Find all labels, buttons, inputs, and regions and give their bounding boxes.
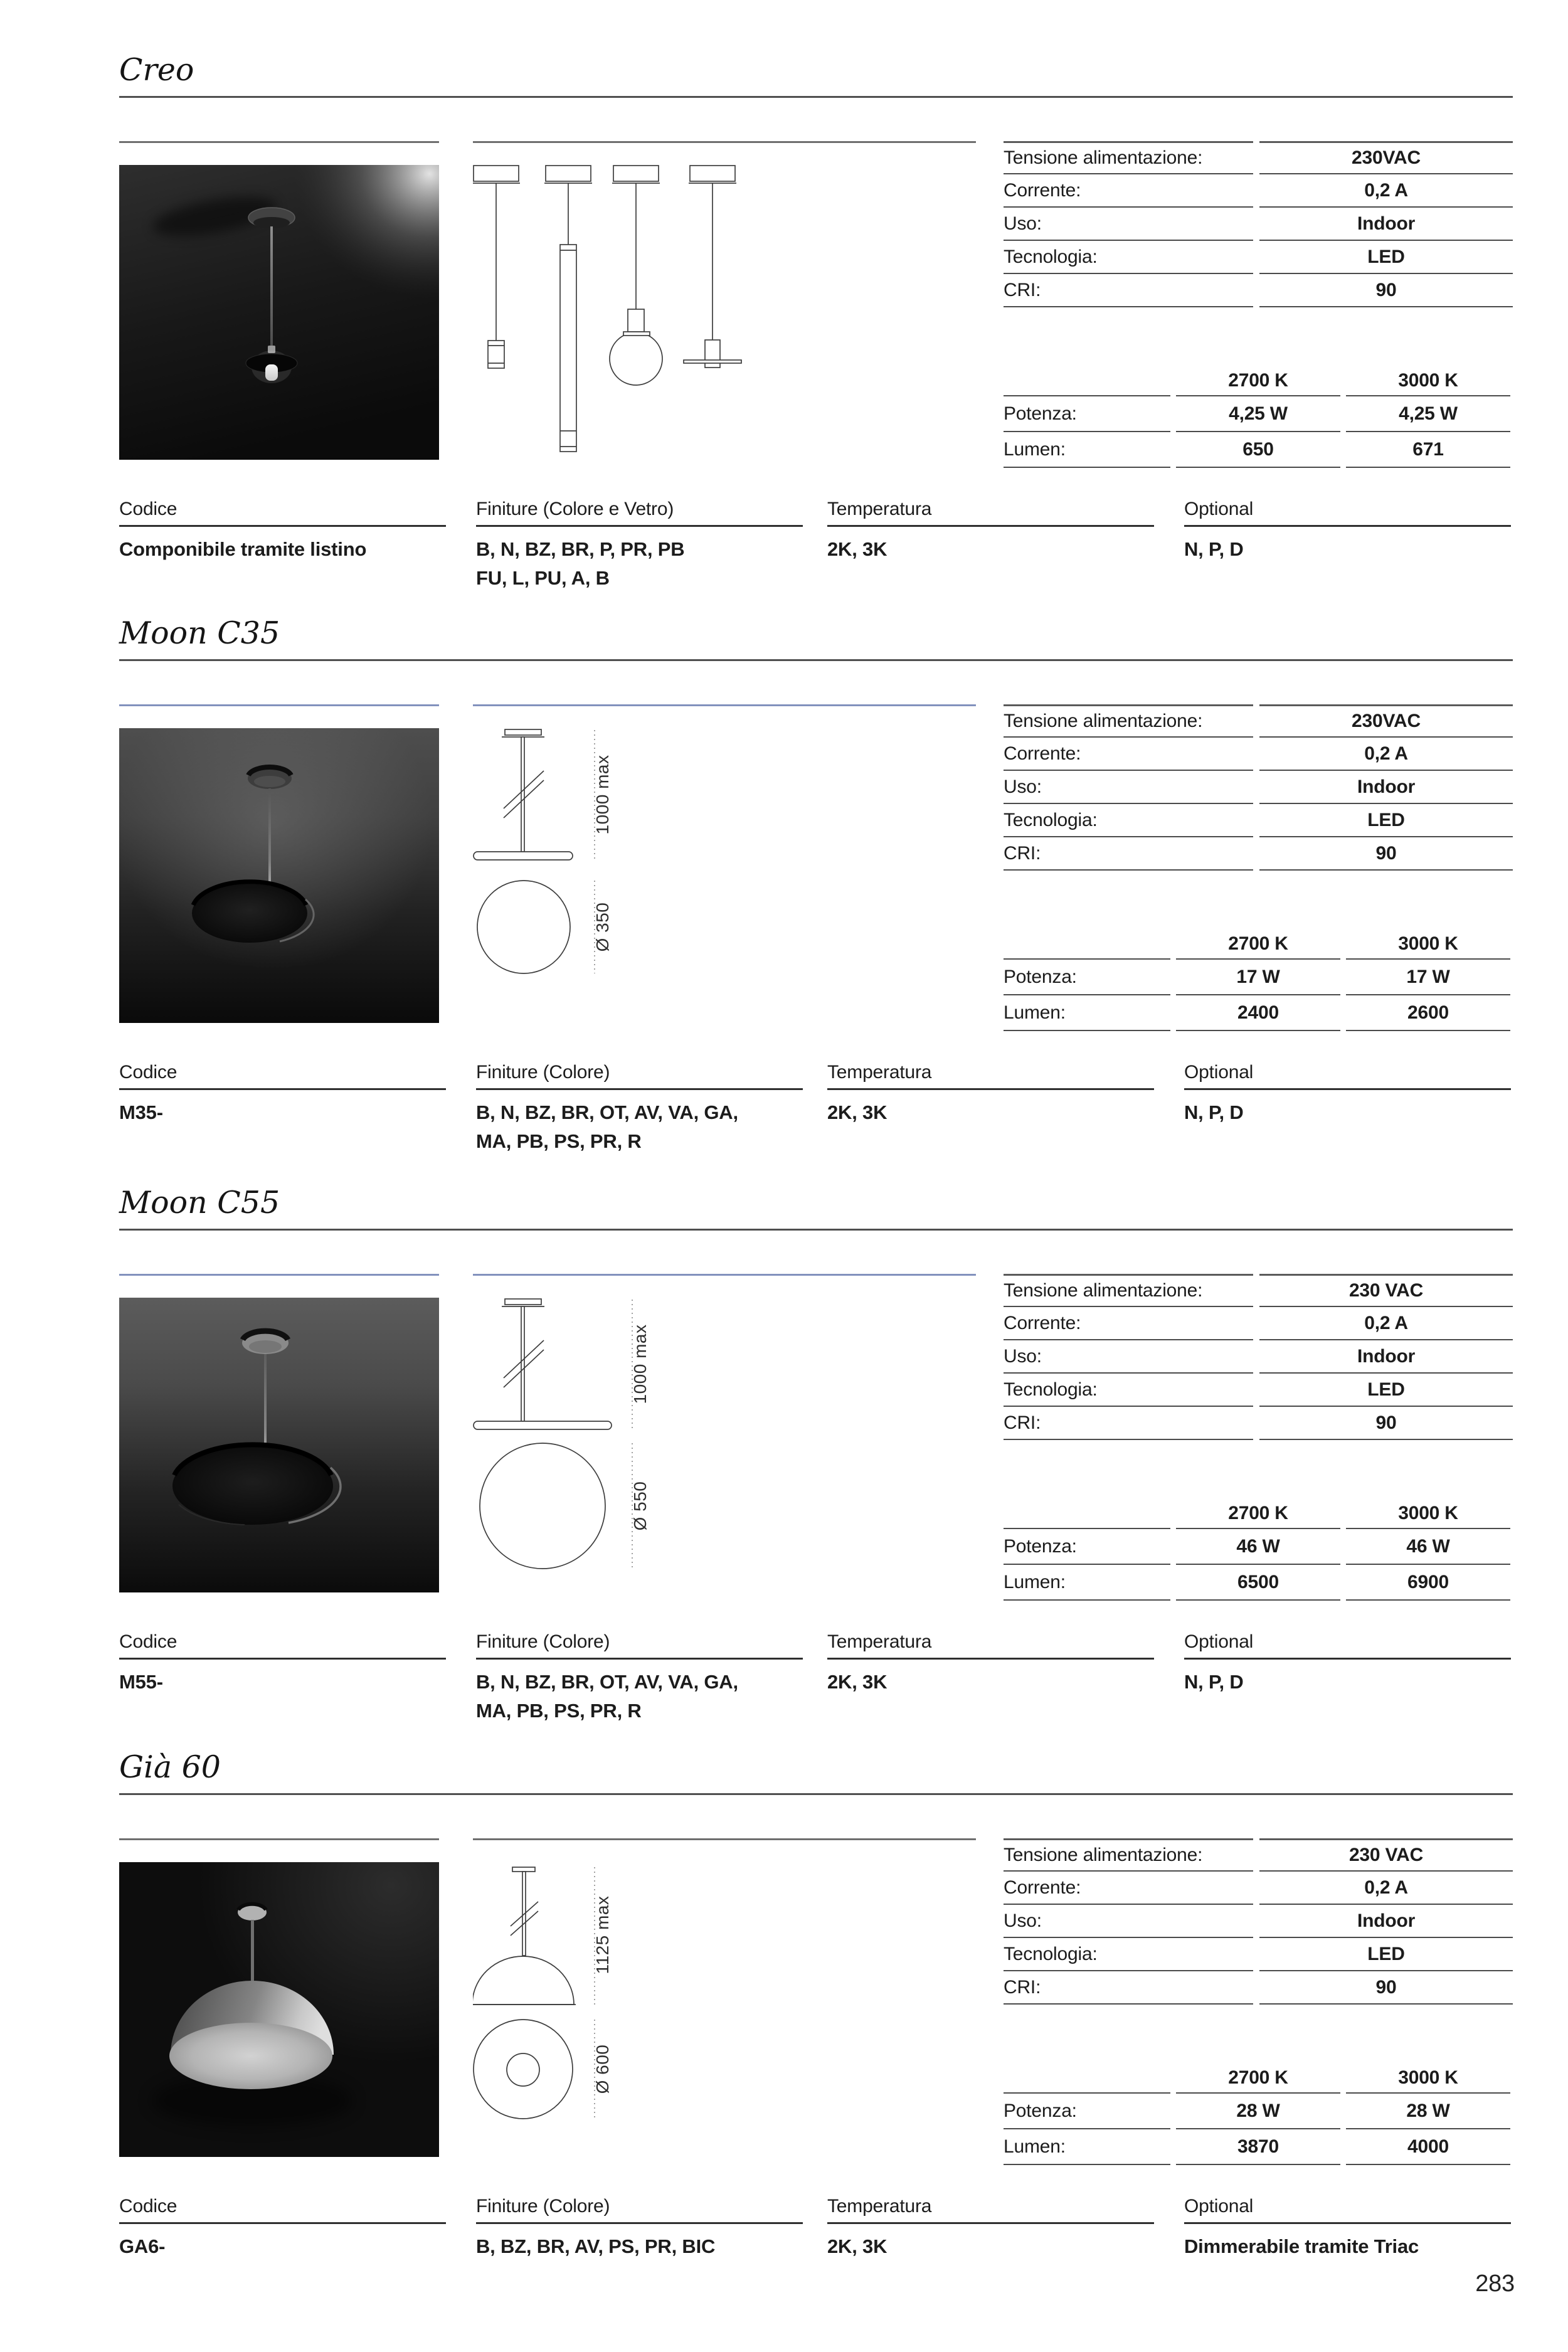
column-divider	[119, 1274, 439, 1276]
spec-value: 90	[1259, 1971, 1513, 2005]
temp-value: 6900	[1346, 1565, 1510, 1601]
spec-table	[1004, 704, 1513, 871]
finiture-column	[476, 1632, 803, 1725]
temp-value: 6500	[1176, 1565, 1340, 1601]
temp-col-header: 3000 K	[1346, 366, 1510, 396]
spec-label: Tecnologia:	[1004, 1938, 1253, 1971]
codice-value: M35-	[119, 1101, 163, 1123]
title-divider	[119, 96, 1513, 98]
temp-row-label: Potenza:	[1004, 1529, 1170, 1565]
dimension-label: 1125 max	[593, 1895, 612, 1974]
spec-row	[1004, 208, 1513, 241]
spec-label: Corrente:	[1004, 738, 1253, 771]
temp-value: 46 W	[1346, 1529, 1510, 1565]
temp-row-label: Potenza:	[1004, 396, 1170, 432]
creo-drawing	[473, 165, 787, 472]
finiture-value	[476, 535, 803, 593]
temperatura-header: Temperatura	[827, 2196, 1154, 2224]
spec-value: 90	[1259, 837, 1513, 871]
finiture-header: Finiture (Colore)	[476, 2196, 803, 2224]
product-title: Già 60	[119, 1749, 221, 1785]
spec-value: LED	[1259, 804, 1513, 837]
dimension-label: 1000 max	[630, 1324, 650, 1404]
column-divider	[119, 704, 439, 706]
temp-value: 3870	[1176, 2129, 1340, 2165]
spec-row	[1004, 1872, 1513, 1905]
spec-row	[1004, 1838, 1513, 1872]
spec-value: LED	[1259, 1938, 1513, 1971]
optional-header: Optional	[1184, 2196, 1511, 2224]
spec-row	[1004, 1905, 1513, 1938]
codice-header: Codice	[119, 1062, 446, 1090]
temp-row-label: Lumen:	[1004, 1565, 1170, 1601]
spec-label: Corrente:	[1004, 1307, 1253, 1340]
temp-row-label: Potenza:	[1004, 2094, 1170, 2129]
temp-value: 28 W	[1346, 2094, 1510, 2129]
temp-spacer	[1004, 930, 1170, 960]
temp-value: 2600	[1346, 995, 1510, 1031]
temperatura-column	[827, 2196, 1154, 2261]
temperature-row	[1004, 995, 1513, 1031]
temperatura-header: Temperatura	[827, 1632, 1154, 1660]
spec-value: 90	[1259, 274, 1513, 307]
moon-c55-drawing	[473, 1298, 787, 1605]
spec-label: Corrente:	[1004, 1872, 1253, 1905]
temp-spacer	[1004, 366, 1170, 396]
product-title: Moon C55	[119, 1185, 280, 1221]
temp-value: 650	[1176, 432, 1340, 468]
temp-col-header: 2700 K	[1176, 1499, 1340, 1529]
temperature-table	[1004, 366, 1513, 468]
temp-value: 17 W	[1346, 960, 1510, 995]
temperature-row	[1004, 960, 1513, 995]
finiture-line: B, N, BZ, BR, P, PR, PB	[476, 538, 685, 560]
spec-row	[1004, 771, 1513, 804]
temp-value: 4000	[1346, 2129, 1510, 2165]
spec-value: Indoor	[1259, 1905, 1513, 1938]
temp-value: 28 W	[1176, 2094, 1340, 2129]
optional-value: N, P, D	[1184, 1671, 1244, 1693]
finiture-header: Finiture (Colore)	[476, 1062, 803, 1090]
temp-row-label: Lumen:	[1004, 432, 1170, 468]
finiture-line: B, N, BZ, BR, OT, AV, VA, GA,	[476, 1671, 738, 1693]
spec-label: Tensione alimentazione:	[1004, 141, 1253, 174]
temperature-table	[1004, 2063, 1513, 2165]
temperature-row	[1004, 2094, 1513, 2129]
spec-label: Tecnologia:	[1004, 804, 1253, 837]
dimension-label: Ø 350	[593, 902, 612, 952]
spec-table	[1004, 1838, 1513, 2005]
temperature-header-row	[1004, 366, 1513, 396]
temp-col-header: 2700 K	[1176, 930, 1340, 960]
spec-label: CRI:	[1004, 1407, 1253, 1440]
temp-row-label: Potenza:	[1004, 960, 1170, 995]
temp-spacer	[1004, 1499, 1170, 1529]
technical-drawing	[473, 1298, 787, 1605]
title-divider	[119, 659, 1513, 661]
spec-row	[1004, 1938, 1513, 1971]
spec-value: 230VAC	[1259, 704, 1513, 738]
temperatura-value: 2K, 3K	[827, 2235, 887, 2257]
codice-value: Componibile tramite listino	[119, 538, 367, 560]
finiture-value	[476, 1668, 803, 1725]
temperatura-column	[827, 1632, 1154, 1697]
spec-value: 0,2 A	[1259, 1872, 1513, 1905]
spec-row	[1004, 1340, 1513, 1374]
finiture-value	[476, 2232, 803, 2261]
optional-header: Optional	[1184, 1062, 1511, 1090]
temperature-header-row	[1004, 930, 1513, 960]
spec-label: Uso:	[1004, 771, 1253, 804]
finiture-line: B, N, BZ, BR, OT, AV, VA, GA,	[476, 1101, 738, 1123]
temperature-row	[1004, 1565, 1513, 1601]
product-photo	[119, 165, 439, 460]
spec-table	[1004, 1274, 1513, 1440]
optional-value: N, P, D	[1184, 1101, 1244, 1123]
spec-row	[1004, 738, 1513, 771]
temp-value: 671	[1346, 432, 1510, 468]
spec-label: CRI:	[1004, 274, 1253, 307]
column-divider	[119, 141, 439, 143]
spec-value: 0,2 A	[1259, 1307, 1513, 1340]
spec-value: 230VAC	[1259, 141, 1513, 174]
temp-row-label: Lumen:	[1004, 2129, 1170, 2165]
spec-label: Uso:	[1004, 208, 1253, 241]
temperature-row	[1004, 1529, 1513, 1565]
spec-row	[1004, 274, 1513, 307]
finiture-line: FU, L, PU, A, B	[476, 567, 610, 589]
temperature-header-row	[1004, 2063, 1513, 2094]
spec-label: Corrente:	[1004, 174, 1253, 208]
temp-value: 4,25 W	[1346, 396, 1510, 432]
optional-column	[1184, 1632, 1511, 1697]
spec-row	[1004, 174, 1513, 208]
section-moon-c55	[0, 1187, 1568, 1750]
codice-value: M55-	[119, 1671, 163, 1693]
product-photo	[119, 1298, 439, 1592]
temp-value: 4,25 W	[1176, 396, 1340, 432]
codice-value: GA6-	[119, 2235, 166, 2257]
title-divider	[119, 1793, 1513, 1795]
spec-label: Tecnologia:	[1004, 1374, 1253, 1407]
dimension-label: Ø 550	[630, 1481, 650, 1531]
temperatura-value: 2K, 3K	[827, 538, 887, 560]
product-photo	[119, 1862, 439, 2157]
finiture-header: Finiture (Colore)	[476, 1632, 803, 1660]
temp-col-header: 2700 K	[1176, 366, 1340, 396]
spec-row	[1004, 1971, 1513, 2005]
section-moon-c35	[0, 617, 1568, 1180]
optional-header: Optional	[1184, 499, 1511, 527]
spec-value: LED	[1259, 241, 1513, 274]
spec-value: 0,2 A	[1259, 174, 1513, 208]
spec-row	[1004, 704, 1513, 738]
column-divider	[473, 704, 976, 706]
finiture-column	[476, 1062, 803, 1156]
temp-value: 17 W	[1176, 960, 1340, 995]
spec-value: Indoor	[1259, 1340, 1513, 1374]
codice-header: Codice	[119, 499, 446, 527]
column-divider	[473, 1274, 976, 1276]
spec-value: LED	[1259, 1374, 1513, 1407]
finiture-column	[476, 2196, 803, 2261]
temperature-row	[1004, 396, 1513, 432]
spec-label: CRI:	[1004, 837, 1253, 871]
spec-value: 90	[1259, 1407, 1513, 1440]
spec-row	[1004, 1407, 1513, 1440]
temperature-table	[1004, 930, 1513, 1031]
gia-60-drawing	[473, 1862, 787, 2169]
spec-label: Uso:	[1004, 1340, 1253, 1374]
spec-label: Tensione alimentazione:	[1004, 1274, 1253, 1307]
gia-60-photo-render	[119, 1862, 439, 2157]
spec-value: Indoor	[1259, 771, 1513, 804]
technical-drawing	[473, 1862, 787, 2169]
spec-table	[1004, 141, 1513, 307]
temperature-row	[1004, 2129, 1513, 2165]
temperatura-value: 2K, 3K	[827, 1671, 887, 1693]
page-number: 283	[1475, 2270, 1515, 2297]
finiture-header: Finiture (Colore e Vetro)	[476, 499, 803, 527]
temp-value: 2400	[1176, 995, 1340, 1031]
optional-header: Optional	[1184, 1632, 1511, 1660]
technical-drawing	[473, 165, 787, 472]
spec-label: Tensione alimentazione:	[1004, 704, 1253, 738]
optional-value: Dimmerabile tramite Triac	[1184, 2235, 1419, 2257]
temp-spacer	[1004, 2063, 1170, 2094]
codice-column	[119, 1632, 446, 1697]
moon-c35-drawing	[473, 728, 787, 1036]
spec-row	[1004, 837, 1513, 871]
temp-col-header: 3000 K	[1346, 2063, 1510, 2094]
finiture-line: MA, PB, PS, PR, R	[476, 1700, 642, 1722]
spec-row	[1004, 1274, 1513, 1307]
temp-col-header: 3000 K	[1346, 930, 1510, 960]
spec-value: Indoor	[1259, 208, 1513, 241]
codice-column	[119, 499, 446, 564]
spec-value: 0,2 A	[1259, 738, 1513, 771]
spec-label: Tensione alimentazione:	[1004, 1838, 1253, 1872]
spec-label: CRI:	[1004, 1971, 1253, 2005]
column-divider	[473, 1838, 976, 1840]
temperatura-header: Temperatura	[827, 1062, 1154, 1090]
codice-header: Codice	[119, 1632, 446, 1660]
product-photo	[119, 728, 439, 1023]
spec-row	[1004, 241, 1513, 274]
optional-value: N, P, D	[1184, 538, 1244, 560]
finiture-line: B, BZ, BR, AV, PS, PR, BIC	[476, 2235, 716, 2257]
temp-row-label: Lumen:	[1004, 995, 1170, 1031]
dimension-label: 1000 max	[593, 755, 612, 835]
optional-column	[1184, 2196, 1511, 2261]
spec-row	[1004, 1307, 1513, 1340]
moon-c55-photo-render	[119, 1298, 439, 1592]
temperature-row	[1004, 432, 1513, 468]
column-divider	[473, 141, 976, 143]
temperatura-column	[827, 499, 1154, 564]
product-title: Creo	[119, 52, 194, 88]
temp-value: 46 W	[1176, 1529, 1340, 1565]
technical-drawing	[473, 728, 787, 1036]
spec-label: Tecnologia:	[1004, 241, 1253, 274]
spec-value: 230 VAC	[1259, 1838, 1513, 1872]
section-creo	[0, 54, 1568, 617]
temperatura-header: Temperatura	[827, 499, 1154, 527]
finiture-value	[476, 1098, 803, 1156]
spec-value: 230 VAC	[1259, 1274, 1513, 1307]
temperatura-column	[827, 1062, 1154, 1127]
optional-column	[1184, 499, 1511, 564]
codice-column	[119, 1062, 446, 1127]
temperature-table	[1004, 1499, 1513, 1601]
optional-column	[1184, 1062, 1511, 1127]
temp-col-header: 3000 K	[1346, 1499, 1510, 1529]
finiture-column	[476, 499, 803, 593]
spec-row	[1004, 141, 1513, 174]
spec-row	[1004, 804, 1513, 837]
temp-col-header: 2700 K	[1176, 2063, 1340, 2094]
temperatura-value: 2K, 3K	[827, 1101, 887, 1123]
moon-c35-photo-render	[119, 728, 439, 1023]
product-title: Moon C35	[119, 615, 280, 651]
title-divider	[119, 1229, 1513, 1231]
creo-photo-render	[119, 165, 439, 460]
temperature-header-row	[1004, 1499, 1513, 1529]
section-gia-60	[0, 1751, 1568, 2314]
codice-header: Codice	[119, 2196, 446, 2224]
codice-column	[119, 2196, 446, 2261]
dimension-label: Ø 600	[593, 2044, 612, 2094]
column-divider	[119, 1838, 439, 1840]
spec-row	[1004, 1374, 1513, 1407]
finiture-line: MA, PB, PS, PR, R	[476, 1130, 642, 1152]
spec-label: Uso:	[1004, 1905, 1253, 1938]
